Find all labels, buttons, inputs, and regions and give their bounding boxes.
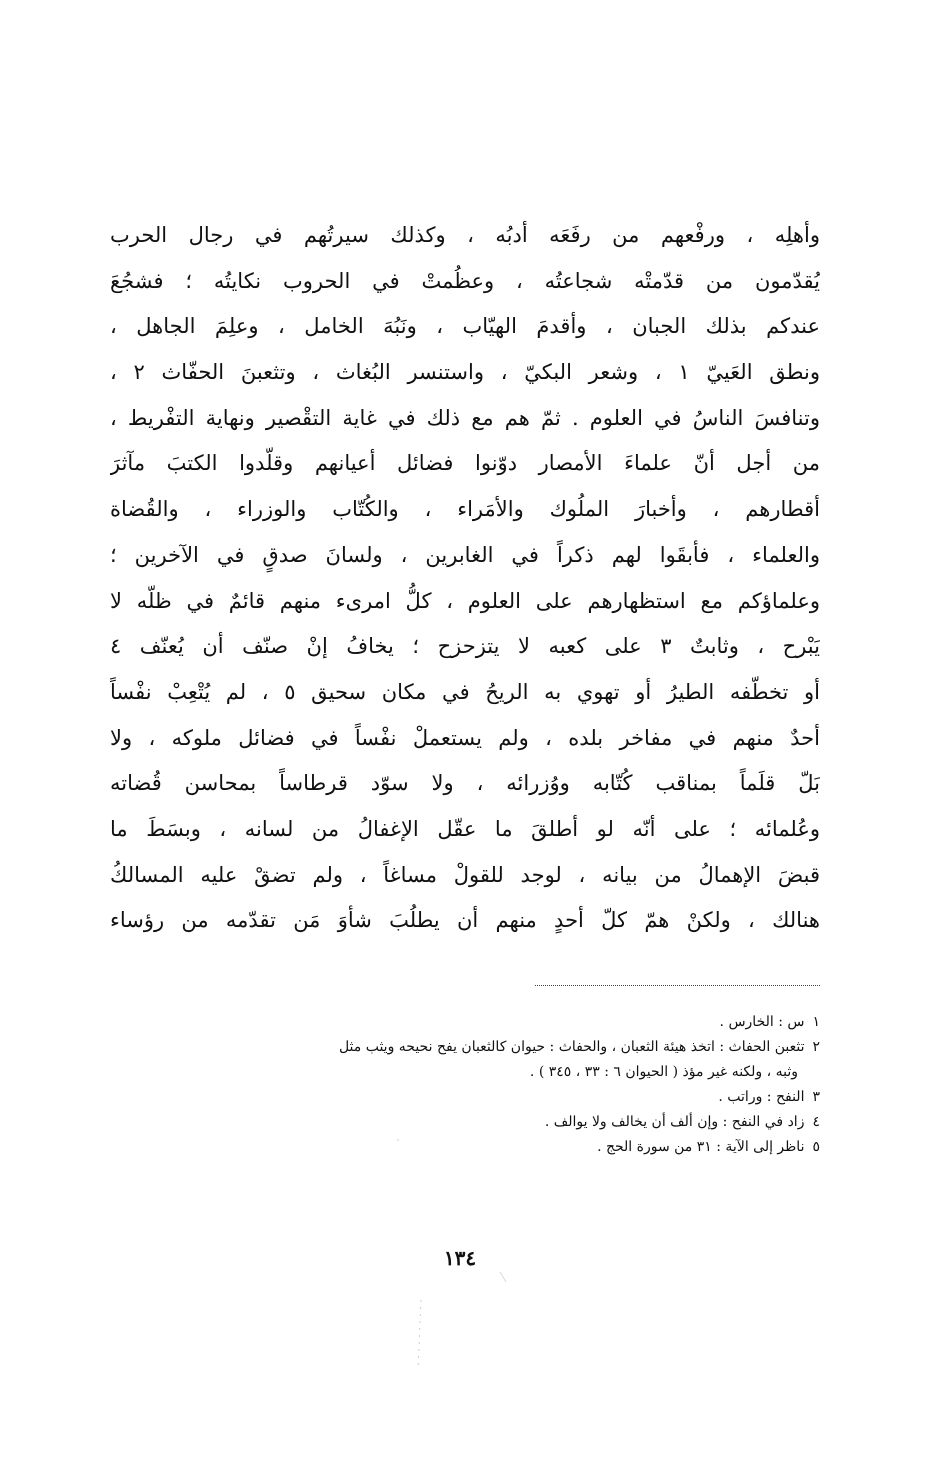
text-line: يُقدّمون من قدّمتْه شجاعتُه ، وعظُمتْ في الحروب نكايتُه ؛ فشجُعَ bbox=[110, 268, 820, 293]
text-line: بَلّ قلَماً بمناقب كُتّابه ووُزرائه ، ولا سوّد قرطاساً بمحاسن قُضاته bbox=[110, 771, 820, 796]
footnote-number: ١ bbox=[812, 1014, 820, 1030]
page-number: ١٣٤ bbox=[443, 1246, 477, 1270]
footnote-number: ٢ bbox=[812, 1039, 820, 1055]
footnote-text: وثبه ، ولكنه غير مؤذ ( الحيوان ٦ : ٣٣ ، ٣٤٥ ) . bbox=[529, 1064, 798, 1080]
footnote-text: زاد في النفح : وإن ألف أن يخالف ولا يوالف . bbox=[544, 1114, 805, 1130]
text-line: أو تخطّفه الطيرُ أو تهوي به الريحُ في مكان سحيق ٥ ، لم يُتْعِبْ نفْساً bbox=[110, 679, 820, 704]
footnote-number: ٣ bbox=[812, 1089, 820, 1105]
text-line: وعلماؤكم مع استظهارهم على العلوم ، كلُّ امرىء منهم قائمٌ في ظلّه لا bbox=[110, 588, 820, 613]
text-line: وأهلِه ، ورفْعهم من رفَعَه أدبُه ، وكذلك سيرتُهم في رجال الحرب bbox=[110, 223, 820, 247]
text-line: قبضَ الإهمالُ من بيانه ، لوجد للقولْ مساغاً ، ولم تضقْ عليه المسالكُ bbox=[110, 862, 820, 887]
text-line: يَبْرح ، وثابتٌ ٣ على كعبه لا يتزحزح ؛ يخافُ إنْ صنّف أن يُعنّف ٤ bbox=[110, 634, 820, 659]
text-line: وعُلمائه ؛ على أنّه لو أطلقَ ما عقّل الإغفالُ من لسانه ، وبسَطَ ما bbox=[110, 816, 820, 841]
footnote-number: ٥ bbox=[812, 1139, 820, 1155]
footnote-text: النفح : وراتب . bbox=[718, 1089, 805, 1105]
text-line: وتنافسَ الناسُ في العلوم . ثمّ هم مع ذلك في غاية التقْصير ونهاية التفْريط ، bbox=[110, 405, 820, 430]
text-line: هنالك ، ولكنْ همّ كلّ أحدٍ منهم أن يطلُبَ شأوَ مَن تقدّمه من رؤساء bbox=[110, 908, 820, 933]
footnote-text: تثعبن الحفاث : اتخذ هيئة الثعبان ، والحفاث : حيوان كالثعبان يفح نحيحه ويثب مثل bbox=[338, 1039, 805, 1055]
footnote-number: ٤ bbox=[812, 1114, 820, 1130]
text-line: ونطق العَييّ ١ ، وشعر البكيّ ، واستنسر البُغاث ، وتثعبنَ الحفّاث ٢ ، bbox=[110, 360, 820, 385]
footnote-text: ناظر إلى الآية : ٣١ من سورة الحج . bbox=[597, 1139, 805, 1155]
text-line: أقطارهم ، وأخبارَ الملُوك والأمَراء ، والكُتّاب والوزراء ، والقُضاة bbox=[110, 497, 820, 522]
scan-mark bbox=[500, 1272, 506, 1282]
text-line: والعلماء ، فأبقَوا لهم ذكراً في الغابرين ، ولسانَ صدقٍ في الآخرين ؛ bbox=[110, 542, 820, 567]
text-line: أحدٌ منهم في مفاخر بلده ، ولم يستعملْ نفْساً في فضائل ملوكه ، ولا bbox=[110, 725, 820, 750]
scan-mark bbox=[418, 1300, 421, 1370]
footnote-text: س : الخارس . bbox=[719, 1014, 805, 1030]
text-line: من أجل أنّ علماءَ الأمصار دوّنوا فضائل أعيانهم وقلّدوا الكتبَ مآثرَ bbox=[110, 451, 820, 476]
text-line: عندكم بذلك الجبان ، وأقدمَ الهيّاب ، ونَبُهَ الخامل ، وعلِمَ الجاهل ، bbox=[110, 314, 820, 339]
scan-mark bbox=[397, 1139, 399, 1141]
